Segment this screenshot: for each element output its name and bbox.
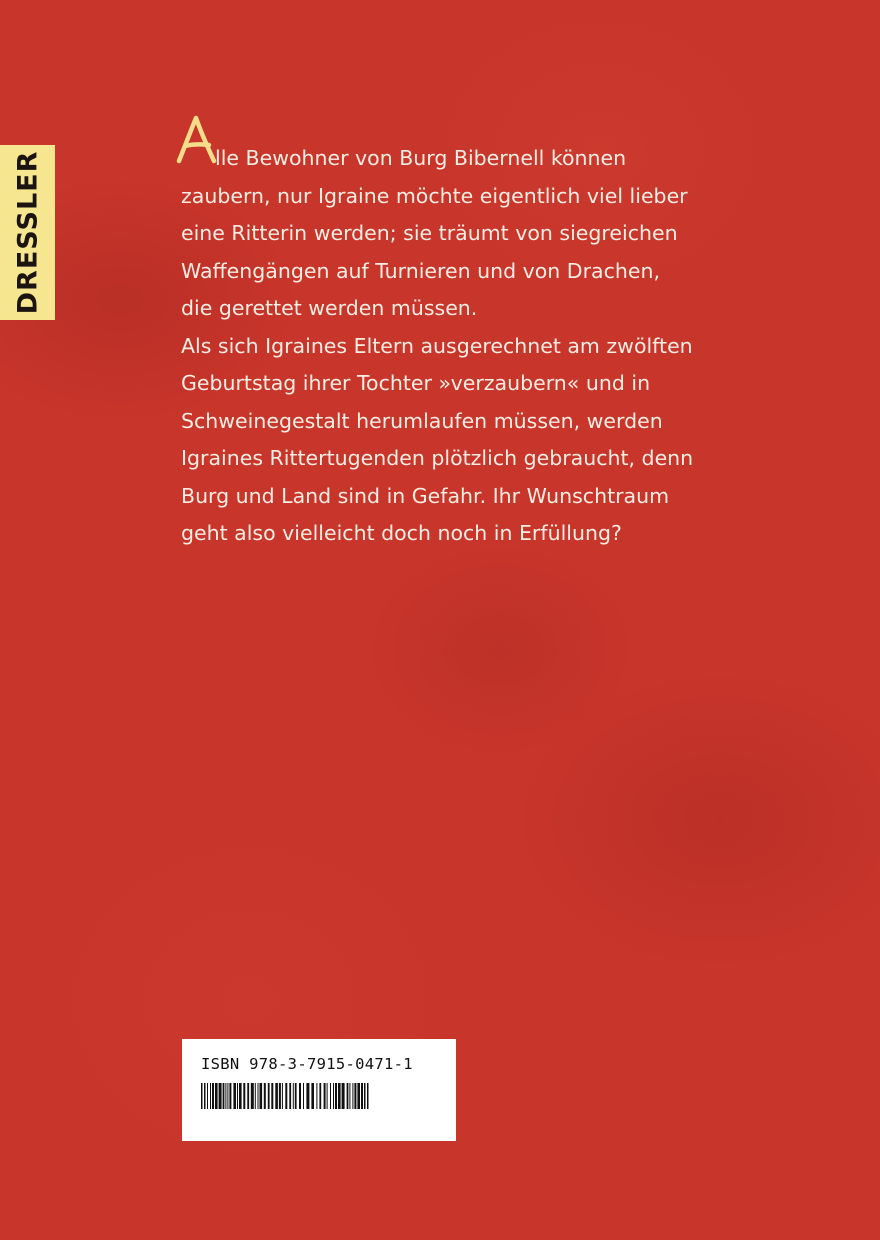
barcode-image — [201, 1083, 371, 1109]
isbn-barcode-box — [182, 1039, 456, 1141]
blurb-line-text: lle Bewohner von Burg Bibernell können — [215, 146, 627, 170]
blurb-line-9: Igraines Rittertugenden plötzlich gebraucht, denn — [181, 446, 694, 470]
publisher-logo-tab — [0, 145, 55, 320]
blurb-line-5: die gerettet werden müssen. — [181, 296, 478, 320]
blurb-line-8: Schweinegestalt herumlaufen müssen, werden — [181, 408, 663, 433]
blurb-line-3: eine Ritterin werden; sie träumt von siegreichen — [181, 221, 678, 245]
blurb-line-4: Waffengängen auf Turnieren und von Drachen, — [181, 258, 660, 283]
blurb-line-10: Burg und Land sind in Gefahr. Ihr Wunschtraum — [181, 483, 670, 508]
blurb-line-2: zaubern, nur Igraine möchte eigentlich viel lieber — [181, 183, 688, 208]
blurb-line-1 — [181, 140, 741, 178]
publisher-name: DRESSLER — [12, 150, 44, 315]
blurb-text — [181, 140, 741, 553]
blurb-line-11: geht also vielleicht doch noch in Erfüllung? — [181, 521, 622, 545]
blurb-line-6: Als sich Igraines Eltern ausgerechnet am zwölften — [181, 333, 693, 358]
blurb-line-7: Geburtstag ihrer Tochter »verzaubern« und in — [181, 371, 651, 395]
isbn-label: ISBN 978-3-7915-0471-1 — [201, 1055, 413, 1073]
dropcap-letter-a — [173, 114, 219, 166]
